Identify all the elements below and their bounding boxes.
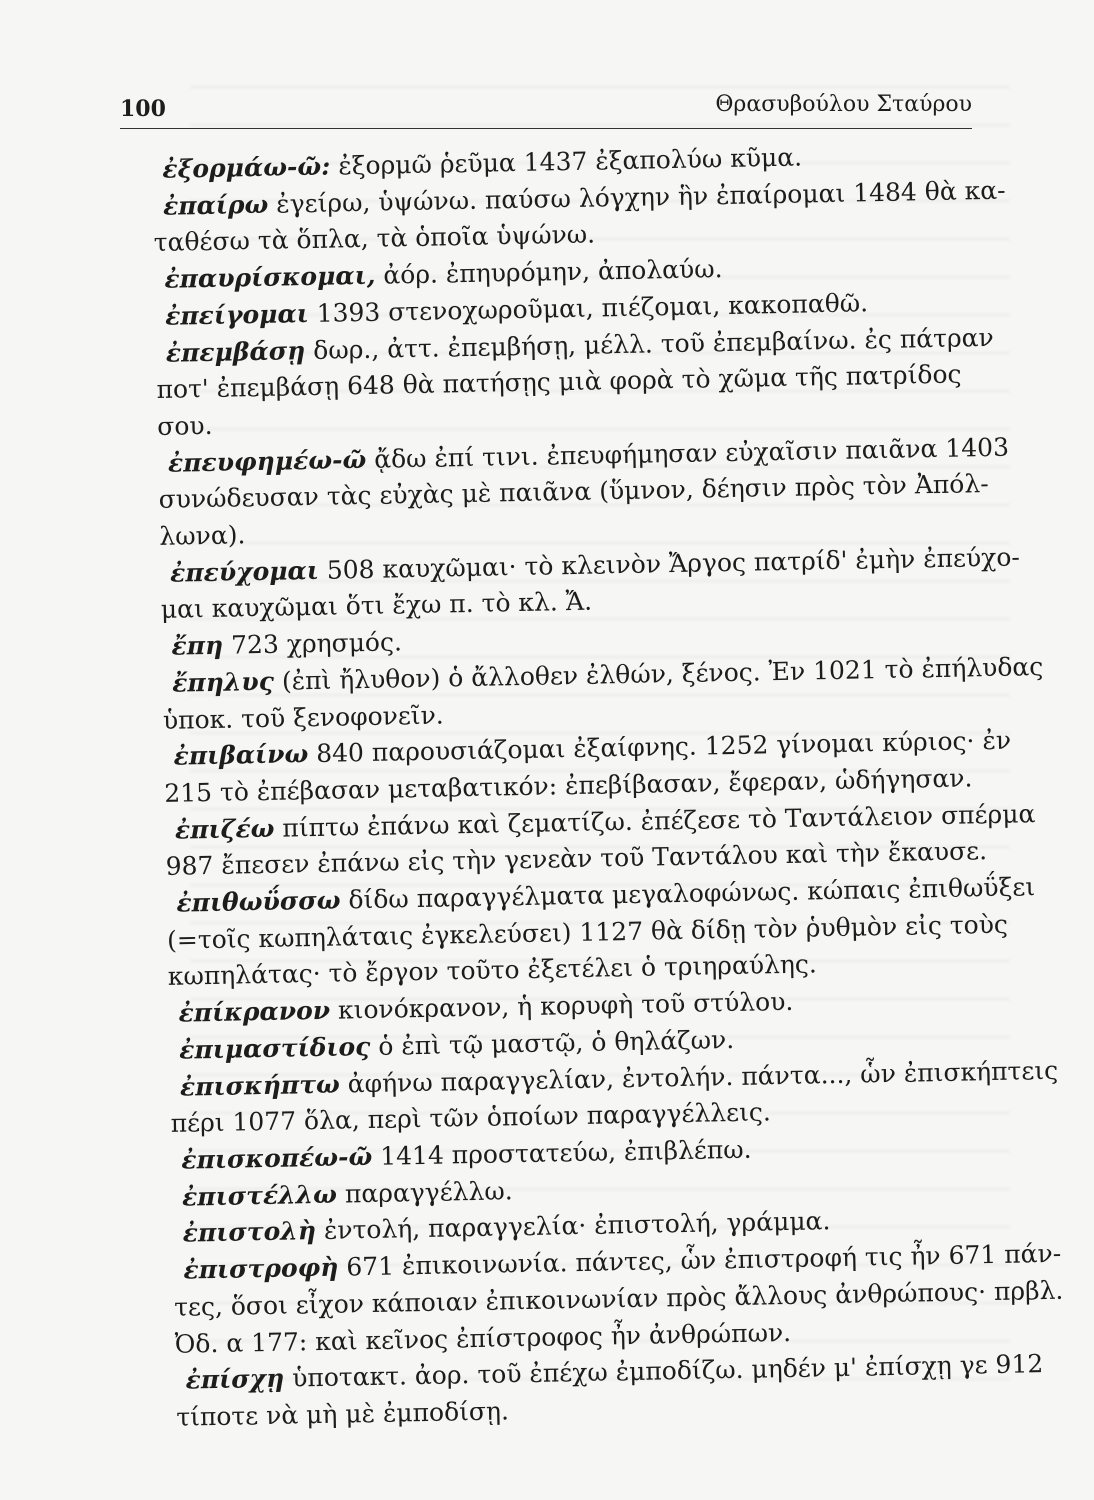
entry-headword: ἔπη bbox=[171, 630, 224, 661]
entry-text: κιονόκρανον, ἡ κορυφὴ τοῦ στύλου. bbox=[337, 987, 794, 1025]
entry-text: ἐντολή, παραγγελία· ἐπιστολή, γράμμα. bbox=[323, 1206, 831, 1246]
entry-text: ᾄδω ἐπί τινι. ἐπευφήμησαν εὐχαῖσιν παιᾶνα 1403 bbox=[373, 432, 1010, 474]
entry-text: συνώδευσαν τὰς εὐχὰς μὲ παιᾶνα (ὕμνον, δέησιν πρὸς τὸν Ἀπόλ- bbox=[158, 469, 989, 515]
entry-text: πίπτω ἐπάνω καὶ ζεματίζω. ἐπέζεσε τὸ Ταντάλειον σπέρμα bbox=[282, 798, 1036, 843]
entry-headword: ἐπιστέλλω bbox=[181, 1179, 338, 1212]
entry-text: δωρ., ἀττ. ἐπεμβήσῃ, μέλλ. τοῦ ἐπεμβαίνω. ἐς πάτραν bbox=[312, 322, 994, 365]
entry-headword: ἐπευφημέω-ῶ bbox=[167, 444, 367, 478]
entry-text: ὑποκ. τοῦ ξενοφονεῖν. bbox=[162, 700, 444, 735]
entry-headword: ἐπιζέω bbox=[174, 813, 275, 845]
entry-text: ὑποτακτ. ἀορ. τοῦ ἐπέχω ἐμποδίζω. μηδέν μ' ἐπίσχῃ γε 912 bbox=[291, 1349, 1044, 1393]
entry-headword: ἐπείγομαι bbox=[164, 298, 310, 331]
entry-text: πέρι 1077 ὅλα, περὶ τῶν ὁποίων παραγγέλλεις. bbox=[170, 1097, 772, 1139]
entry-headword: ἐξορμάω-ῶ: bbox=[162, 151, 331, 184]
entry-text: 840 παρουσιάζομαι ἐξαίφνης. 1252 γίνομαι κύριος· ἐν bbox=[315, 725, 1012, 769]
entry-headword: ἐπίκρανον bbox=[178, 995, 331, 1028]
entry-text: Ὀδ. α 177: καὶ κεῖνος ἐπίστροφος ἦν ἀνθρώπων. bbox=[174, 1317, 792, 1359]
glossary-entry bbox=[166, 870, 1036, 996]
entry-headword: ἐπισκήπτω bbox=[179, 1069, 341, 1102]
entry-headword: ἐπισκοπέω-ῶ bbox=[181, 1141, 373, 1175]
entry-text: 1414 προστατεύω, ἐπιβλέπω. bbox=[379, 1134, 752, 1171]
glossary-entry bbox=[175, 1347, 1044, 1436]
entry-headword: ἔπηλυς bbox=[171, 666, 275, 698]
glossary-entries bbox=[152, 136, 1064, 1436]
entry-text: ταθέσω τὰ ὅπλα, τὰ ὁποῖα ὑψώνω. bbox=[153, 219, 596, 258]
entry-headword: ἐπίσχῃ bbox=[185, 1363, 285, 1395]
entry-text: 508 καυχῶμαι· τὸ κλεινὸν Ἄργος πατρίδ' ἐμὴν ἐπεύχο- bbox=[326, 542, 1021, 585]
entry-text: τες, ὅσοι εἶχον κάποιαν ἐπικοινωνίαν πρὸς ἄλλους ἀνθρώπους· πρβλ. bbox=[173, 1275, 1064, 1322]
entry-headword: ἐπεμβάσῃ bbox=[165, 335, 306, 368]
entry-headword: ἐπαυρίσκομαι, bbox=[164, 260, 376, 294]
entry-text: δίδω παραγγέλματα μεγαλοφώνως. κώπαις ἐπιθωΰξει bbox=[348, 872, 1036, 915]
glossary-entry bbox=[156, 320, 994, 446]
entry-headword: ἐπιμαστίδιος bbox=[178, 1031, 371, 1065]
entry-text: κωπηλάτας· τὸ ἔργον τοῦτο ἐξετέλει ὁ τριηραύλης. bbox=[167, 949, 818, 992]
entry-text: ἀόρ. ἐπηυρόμην, ἀπολαύω. bbox=[383, 254, 723, 290]
entry-text: 987 ἔπεσεν ἐπάνω εἰς τὴν γενεὰν τοῦ Ταντάλου καὶ τὴν ἔκαυσε. bbox=[165, 836, 988, 882]
entry-text: παραγγέλλω. bbox=[344, 1175, 513, 1209]
entry-text: 1393 στενοχωροῦμαι, πιέζομαι, κακοπαθῶ. bbox=[316, 288, 869, 328]
entry-text: ἀφήνω παραγγελίαν, ἐντολήν. πάντα..., ὧν ἐπισκήπτεις bbox=[347, 1055, 1059, 1098]
glossary-entry bbox=[158, 430, 1010, 556]
entry-text: ἐγείρω, ὑψώνω. παύσω λόγχην ἣν ἐπαίρομαι 1484 θὰ κα- bbox=[275, 175, 1006, 219]
entry-text: 671 ἐπικοινωνία. πάντες, ὧν ἐπιστροφή τις ἦν 671 πάν- bbox=[346, 1238, 1062, 1282]
entry-text: τίποτε νὰ μὴ μὲ ἐμποδίσῃ. bbox=[176, 1396, 510, 1432]
page-header bbox=[120, 92, 972, 129]
entry-text: μαι καυχῶμαι ὅτι ἔχω π. τὸ κλ. Ἄ. bbox=[160, 587, 593, 625]
page-number: 100 bbox=[120, 96, 166, 122]
glossary-entry bbox=[173, 1237, 1064, 1363]
entry-text: (=τοῖς κωπηλάταις ἐγκελεύσει) 1127 θὰ δίδῃ τὸν ῥυθμὸν εἰς τοὺς bbox=[166, 909, 1009, 955]
entry-headword: ἐπιθωΰσσω bbox=[176, 885, 341, 918]
entry-headword: ἐπιβαίνω bbox=[173, 739, 309, 771]
entry-headword: ἐπιστροφὴ bbox=[183, 1252, 339, 1285]
entry-headword: ἐπιστολὴ bbox=[182, 1216, 317, 1248]
entry-headword: ἐπεύχομαι bbox=[169, 555, 320, 588]
running-title: Θρασυβούλου Σταύρου bbox=[715, 92, 972, 117]
entry-text: ὁ ἐπὶ τῷ μαστῷ, ὁ θηλάζων. bbox=[378, 1024, 735, 1061]
entry-text: ποτ' ἐπεμβάσῃ 648 θὰ πατήσῃς μιὰ φορὰ τὸ χῶμα τῆς πατρίδος bbox=[156, 359, 962, 405]
entry-text: σου. bbox=[156, 410, 213, 441]
entry-headword: ἐπαίρω bbox=[162, 189, 269, 221]
entry-text: λωνα). bbox=[159, 520, 246, 551]
entry-text: (ἐπὶ ἤλυθον) ὁ ἄλλοθεν ἐλθών, ξένος. Ἐν 1021 τὸ ἐπήλυδας bbox=[281, 651, 1044, 696]
entry-text: ἐξορμῶ ῥεῦμα 1437 ἐξαπολύω κῦμα. bbox=[338, 142, 803, 181]
entry-text: 723 χρησμός. bbox=[230, 627, 403, 660]
entry-text: 215 τὸ ἐπέβασαν μεταβατικόν: ἐπεβίβασαν, ἔφεραν, ὡδήγησαν. bbox=[164, 763, 973, 808]
